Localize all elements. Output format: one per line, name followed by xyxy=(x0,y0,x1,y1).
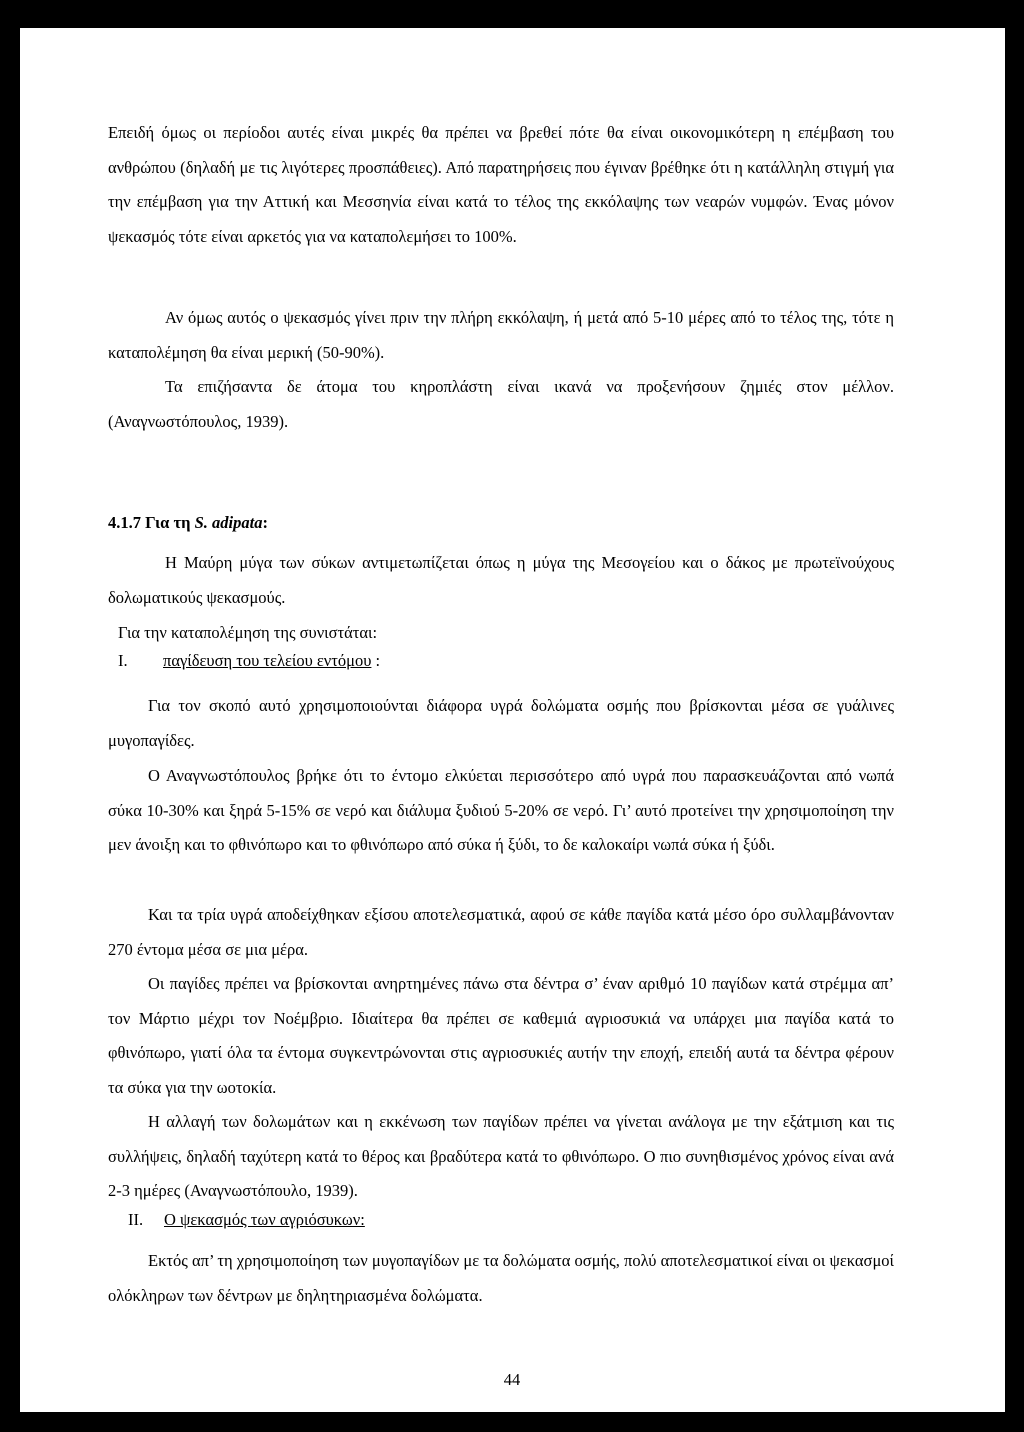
list-item-number: I. xyxy=(118,651,128,670)
section-heading-suffix: : xyxy=(262,513,268,532)
paragraph-survivors: Τα επιζήσαντα δε άτομα του κηροπλάστη είναι ικανά να προξενήσουν ζημιές στον μέλλον. (Αναγνωστόπουλος, 1939). xyxy=(108,377,894,431)
paragraph-trap-placement: Οι παγίδες πρέπει να βρίσκονται ανηρτημένες πάνω στα δέντρα σ’ έναν αριθμό 10 παγίδων κατά στρέμμα απ’ τον Μάρτιο μέχρι τον Νοέμβριο. Ιδιαίτερα θα πρέπει σε καθεμιά αγριοσυκιά να υπάρχει μια παγίδα κατά το φθινόπωρο, γιατί όλα τα έντομα συγκεντρώνονται στις αγριοσυκιές αυτήν την εποχή, επειδή αυτά τα δέντρα φέρουν τα σύκα για την ωοτοκία. xyxy=(108,974,894,1097)
list-item-suffix: : xyxy=(371,651,381,670)
section-heading-prefix: 4.1.7 Για τη xyxy=(108,513,191,532)
list-item-label: Ο ψεκασμός των αγριόσυκων: xyxy=(164,1210,365,1229)
list-item-label: παγίδευση του τελείου εντόμου xyxy=(163,651,372,670)
paragraph-spraying: Εκτός απ’ τη χρησιμοποίηση των μυγοπαγίδων με τα δολώματα οσμής, πολύ αποτελεσματικοί είναι οι ψεκασμοί ολόκληρων των δέντρων με δηλητηριασμένα δολώματα. xyxy=(108,1251,894,1305)
paragraph-bait-change: Η αλλαγή των δολωμάτων και η εκκένωση των παγίδων πρέπει να γίνεται ανάλογα με την εξάτμιση και τις συλλήψεις, δηλαδή ταχύτερη κατά το θέρος και βραδύτερα κατά το φθινόπωρο. Ο πιο συνηθισμένος χρόνος είναι ανά 2-3 ημέρες (Αναγνωστόπουλο, 1939). xyxy=(108,1112,894,1200)
list-item-spraying xyxy=(128,1210,365,1230)
section-heading xyxy=(108,513,268,533)
paragraph-partial-control: Αν όμως αυτός ο ψεκασμός γίνει πριν την πλήρη εκκόλαψη, ή μετά από 5-10 μέρες από το τέλος της, τότε η καταπολέμηση θα είναι μερική (50-90%). xyxy=(108,308,894,362)
list-item-trapping xyxy=(118,651,380,671)
paragraph-effectiveness: Και τα τρία υγρά αποδείχθηκαν εξίσου αποτελεσματικά, αφού σε κάθε παγίδα κατά μέσο όρο συλλαμβάνονταν 270 έντομα μέσα σε μια μέρα. xyxy=(108,905,894,959)
paragraph-bait-liquids: Για τον σκοπό αυτό χρησιμοποιούνται διάφορα υγρά δολώματα οσμής που βρίσκονται μέσα σε γυάλινες μυγοπαγίδες. xyxy=(108,696,894,750)
page-number: 44 xyxy=(503,1370,521,1389)
paragraph-anagnostopoulos: Ο Αναγνωστόπουλος βρήκε ότι το έντομο ελκύεται περισσότερο από υγρά που παρασκευάζονται από νωπά σύκα 10-30% και ξηρά 5-15% σε νερό και διάλυμα ξυδιού 5-20% σε νερό. Γι’ αυτό προτείνει την χρησιμοποίηση την μεν άνοιξη και το φθινόπωρο και το φθινόπωρο από σύκα ή ξύδι, το δε καλοκαίρι νωπά σύκα ή ξύδι. xyxy=(108,766,894,854)
paragraph-intro: Επειδή όμως οι περίοδοι αυτές είναι μικρές θα πρέπει να βρεθεί πότε θα είναι οικονομικότερη η επέμβαση του ανθρώπου (δηλαδή με τις λιγότερες προσπάθειες). Από παρατηρήσεις που έγιναν βρέθηκε ότι η κατάλληλη στιγμή για την επέμβαση για την Αττική και Μεσσηνία είναι κατά το τέλος της εκκόλαψης των νεαρών νυμφών. Ένας μόνον ψεκασμός τότε είναι αρκετός για να καταπολεμήσει το 100%. xyxy=(108,123,894,246)
section-heading-species: S. adipata xyxy=(194,513,263,532)
paragraph-black-fly: Η Μαύρη μύγα των σύκων αντιμετωπίζεται όπως η μύγα της Μεσογείου και ο δάκος με πρωτεϊνούχους δολωματικούς ψεκασμούς. xyxy=(108,553,894,607)
list-item-number: II. xyxy=(128,1210,144,1229)
paragraph-recommend: Για την καταπολέμηση της συνιστάται: xyxy=(118,623,378,642)
